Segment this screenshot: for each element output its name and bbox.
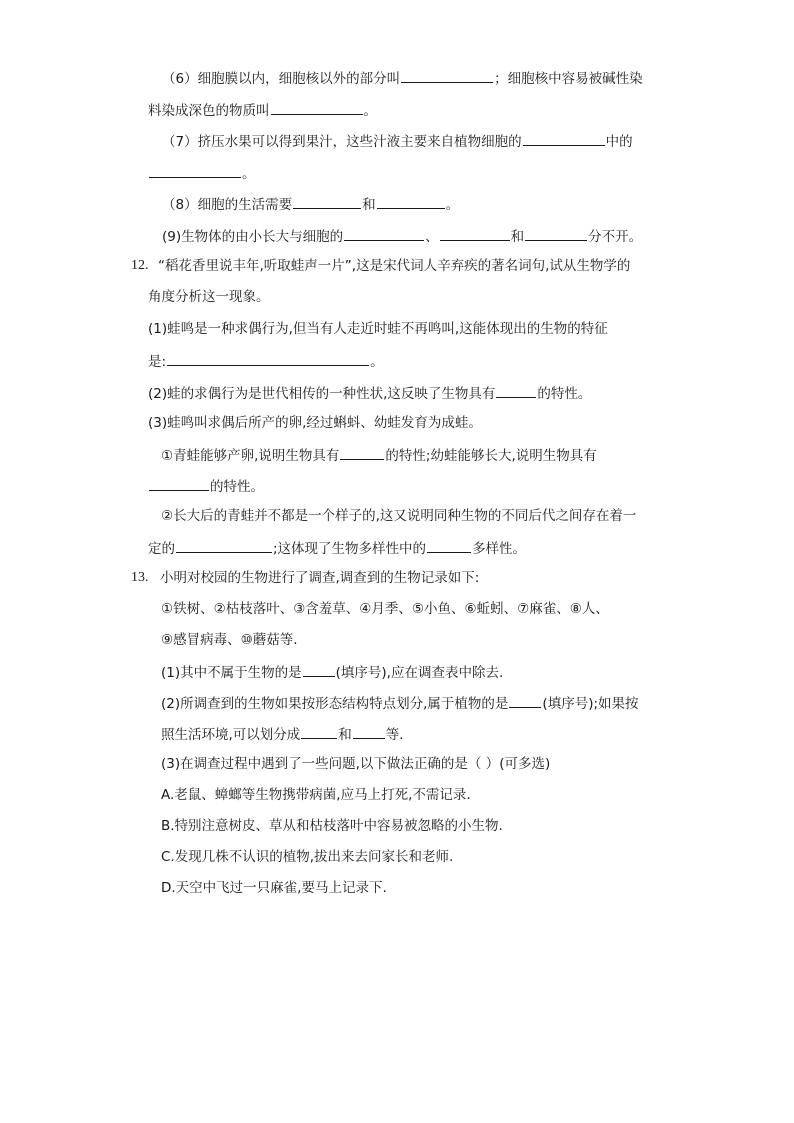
q11-line-9 [162,224,754,246]
q11-text: 和 [510,229,525,245]
q13-stem-line [0,567,754,589]
q12-sub1 [148,318,754,340]
option-text: C.发现几株不认识的植物,拔出来去问家长和老师. [161,849,454,865]
q11-text: (9)生物体的由小长大与细胞的 [162,229,344,245]
answer-blank[interactable] [293,192,361,209]
q13-text: (1)其中不属于生物的是 [161,665,302,681]
q12-stem-line-2 [148,286,754,308]
option-text: D.天空中飞过一只麻雀,要马上记录下. [161,880,387,896]
answer-blank[interactable] [303,660,335,677]
answer-blank[interactable] [344,224,424,241]
q11-text: 和 [362,197,376,213]
q12-text: ②长大后的青蛙并不都是一个样子的,这又说明同种生物的不同后代之间存在着一 [161,508,637,524]
q11-text: 、 [425,229,439,245]
q13-sub2 [161,691,754,713]
q13-sub1 [161,660,754,682]
q11-line-6b [148,98,754,120]
q12-sub2 [148,381,754,403]
answer-blank[interactable] [167,349,369,366]
q11-text: 分不开。 [588,229,643,245]
q13-sub3 [161,753,754,775]
q11-text: （7）挤压水果可以得到果汁，这些汁液主要来自植物细胞的 [162,134,522,150]
q13-text: (3)在调查过程中遇到了一些问题,以下做法正确的是（ ）(可多选) [161,756,551,772]
q11-text: 。 [445,197,460,213]
q12-text: (1)蛙鸣是一种求偶行为,但当有人走近时蛙不再鸣叫,这能体现出的生物的特征 [148,321,608,337]
option-text: B.特别注意树皮、草从和枯枝落叶中容易被忽略的小生物. [161,818,503,834]
answer-blank[interactable] [176,536,272,553]
answer-blank[interactable] [353,722,385,739]
option-text: A.老鼠、蟑螂等生物携带病菌,应马上打死,不需记录. [161,787,471,803]
q11-line-8 [162,192,754,214]
question-number: 12. [131,258,149,273]
q12-sub3 [148,412,754,434]
answer-blank[interactable] [523,129,605,146]
answer-blank[interactable] [496,381,536,398]
q12-text: ①青蛙能够产卵,说明生物具有 [161,448,340,464]
q13-text: 照生活环境,可以划分成 [161,727,301,743]
question-number: 13. [131,570,149,585]
q12-text: 是: [148,354,167,370]
q13-stem: 小明对校园的生物进行了调查,调查到的生物记录如下: [160,570,480,586]
q13-text: (2)所调查到的生物如果按形态结构特点划分,属于植物的是 [161,696,509,712]
q12-sub1-answer [148,349,754,371]
q11-line-7b [148,161,754,183]
q13-option-d[interactable] [161,877,754,899]
q12-text: 的特性;幼蛙能够长大,说明生物具有 [385,448,597,464]
q12-text: (2)蛙的求偶行为是世代相传的一种性状,这反映了生物具有 [148,386,496,402]
q12-stem: 角度分析这一现象。 [148,289,270,305]
q12-circle2-cont [148,536,754,558]
answer-blank[interactable] [340,443,384,460]
answer-blank[interactable] [525,224,587,241]
q13-option-c[interactable] [161,846,754,868]
answer-blank[interactable] [149,161,241,178]
answer-blank[interactable] [271,98,363,115]
q11-text: ；细胞核中容易被碱性染 [494,71,643,87]
q13-option-b[interactable] [161,815,754,837]
q12-text: 的特性。 [537,386,592,402]
q11-text: 料染成深色的物质叫 [148,103,270,119]
q12-circle1 [161,443,754,465]
answer-blank[interactable] [427,536,471,553]
q13-sub2-cont [161,722,754,744]
answer-blank[interactable] [377,192,445,209]
q13-list-2 [161,629,754,651]
q12-stem-line [0,255,754,277]
q12-text: 。 [370,354,384,370]
q13-option-a[interactable] [161,784,754,806]
q12-text: 多样性。 [472,541,527,557]
q13-text: 和 [338,727,352,743]
q13-list-1 [161,598,754,620]
answer-blank[interactable] [149,474,209,491]
q11-text: 。 [363,103,377,119]
q13-text: (填序号),应在调查表中除去. [335,665,504,681]
answer-blank[interactable] [401,66,493,83]
answer-blank[interactable] [301,722,337,739]
q11-text: 中的 [605,134,633,150]
q12-text: (3)蛙鸣叫求偶后所产的卵,经过蝌蚪、幼蛙发育为成蛙。 [148,415,482,431]
q13-text: 等. [385,727,404,743]
q11-line-6a [162,66,754,88]
q12-circle1-cont [148,474,754,496]
q13-text: (填序号);如果按 [542,696,639,712]
q12-circle2 [161,505,754,527]
answer-blank[interactable] [509,691,541,708]
q12-stem: “稻花香里说丰年,听取蛙声一片”,这是宋代词人辛弃疾的著名词句,试从生物学的 [158,258,631,274]
q13-text: ⑨感冒病毒、⑩蘑菇等. [161,632,298,648]
answer-blank[interactable] [440,224,510,241]
q13-text: ①铁树、②枯枝落叶、③含羞草、④月季、⑤小鱼、⑥蚯蚓、⑦麻雀、⑧人、 [161,601,609,617]
q12-text: ;这体现了生物多样性中的 [273,541,427,557]
q12-text: 的特性。 [210,479,264,495]
q11-text: 。 [242,166,256,182]
q12-text: 定的 [148,541,175,557]
q11-line-7a [162,129,754,151]
q11-text: （8）细胞的生活需要 [162,197,293,213]
q11-text: （6）细胞膜以内，细胞核以外的部分叫 [162,71,401,87]
